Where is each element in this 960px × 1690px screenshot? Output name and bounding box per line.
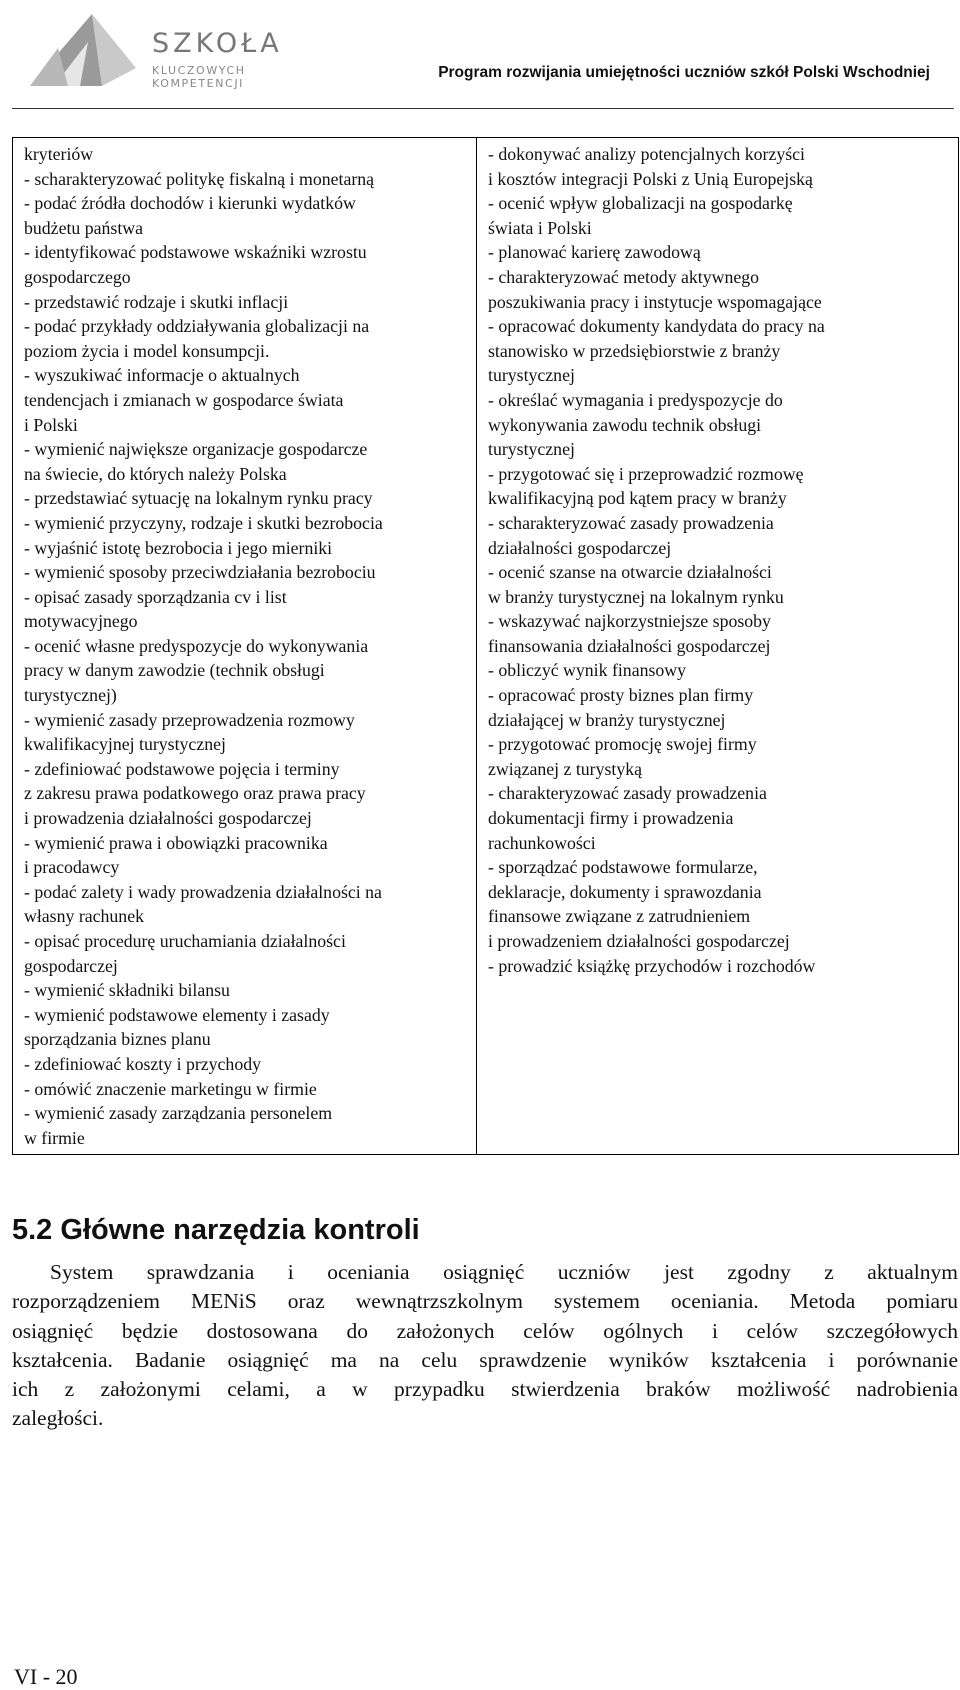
table-cell-line: - wymienić zasady przeprowadzenia rozmowy [24, 709, 355, 730]
table-cell-line: - wymienić sposoby przeciwdziałania bezrobociu [24, 562, 376, 583]
table-cell-line: w firmie [24, 1127, 85, 1148]
table-cell-line: dokumentacji firmy i prowadzenia [488, 808, 734, 829]
table-cell-line: - planować karierę zawodową [488, 242, 701, 263]
table-cell-line: - wymienić największe organizacje gospodarcze [24, 439, 368, 460]
table-cell-line: - opisać zasady sporządzania cv i list [24, 586, 287, 607]
table-cell-line: i kosztów integracji Polski z Unią Europejską [488, 168, 813, 189]
table-cell-line: - omówić znaczenie marketingu w firmie [24, 1078, 317, 1099]
table-cell-line: sporządzania biznes planu [24, 1029, 211, 1050]
table-cell-line: - podać źródła dochodów i kierunki wydatków [24, 193, 356, 214]
table-cell-line: deklaracje, dokumenty i sprawozdania [488, 881, 762, 902]
table-cell-line: działalności gospodarczej [488, 537, 672, 558]
table-cell-line: - przedstawić rodzaje i skutki inflacji [24, 291, 289, 312]
logo-subtitle: KLUCZOWYCH KOMPETENCJI [152, 64, 246, 90]
table-cell-line: gospodarczego [24, 266, 131, 287]
table-cell-line: - opracować prosty biznes plan firmy [488, 685, 754, 706]
table-cell-line: i prowadzeniem działalności gospodarczej [488, 931, 790, 951]
table-cell-line: - sporządzać podstawowe formularze, [488, 857, 758, 878]
paragraph-line: rozporządzeniem MENiS oraz wewnątrzszkolnym systemem oceniania. Metoda pomiaru [12, 1289, 958, 1314]
paragraph-line: ich z założonymi celami, a w przypadku stwierdzenia braków możliwość nadrobienia [12, 1377, 958, 1402]
table-cell-line: tendencjach i zmianach w gospodarce świata [24, 389, 344, 410]
table-cell-line: - wymienić podstawowe elementy i zasady [24, 1004, 330, 1025]
section-heading: 5.2 Główne narzędzia kontroli [12, 1214, 420, 1246]
table-cell-line: - przygotować promocję swojej firmy [488, 734, 757, 755]
program-title: Program rozwijania umiejętności uczniów szkół Polski Wschodniej [438, 64, 930, 81]
table-cell-line: - podać zalety i wady prowadzenia działalności na [24, 881, 382, 902]
paragraph-line: kształcenia. Badanie osiągnięć ma na celu sprawdzenie wyników kształcenia i porównanie [12, 1347, 958, 1372]
table-cell-line: - wymienić składniki bilansu [24, 980, 230, 1001]
table-column-left [13, 138, 477, 1154]
table-cell-line: - charakteryzować metody aktywnego [488, 266, 760, 287]
table-cell-line: stanowisko w przedsiębiorstwie z branży [488, 340, 781, 361]
table-cell-line: - scharakteryzować zasady prowadzenia [488, 512, 774, 533]
table-cell-line: gospodarczej [24, 955, 118, 976]
table-cell-line: na świecie, do których należy Polska [24, 463, 287, 484]
table-cell-line: - scharakteryzować politykę fiskalną i monetarną [24, 168, 375, 189]
table-cell-line: turystycznej [488, 439, 575, 460]
table-cell-line: poszukiwania pracy i instytucje wspomagające [488, 291, 822, 312]
table-cell-line: finansowania działalności gospodarczej [488, 635, 771, 656]
table-cell-line: - przygotować się i przeprowadzić rozmowę [488, 463, 804, 484]
table-cell-line: - charakteryzować zasady prowadzenia [488, 783, 767, 804]
table-cell-line: i prowadzenia działalności gospodarczej [24, 808, 312, 829]
logo-mountain-icon [28, 8, 138, 88]
table-cell-line: - podać przykłady oddziaływania globalizacji na [24, 316, 370, 337]
table-cell-line: wykonywania zawodu technik obsługi [488, 414, 762, 435]
table-cell-line: - obliczyć wynik finansowy [488, 660, 687, 681]
table-cell-line: - wymienić zasady zarządzania personelem [24, 1103, 333, 1124]
table-cell-line: - wymienić prawa i obowiązki pracownika [24, 832, 328, 853]
paragraph-line: zaległości. [12, 1406, 104, 1431]
paragraph-line: osiągnięć będzie dostosowana do założonych celów ogólnych i celów szczegółowych [12, 1318, 958, 1343]
table-cell-line: - zdefiniować koszty i przychody [24, 1053, 261, 1074]
school-logo [28, 8, 328, 88]
table-cell-line: motywacyjnego [24, 611, 138, 632]
table-cell-line: związanej z turystyką [488, 758, 643, 779]
table-cell-line: w branży turystycznej na lokalnym rynku [488, 586, 784, 607]
table-cell-line: - wyjaśnić istotę bezrobocia i jego mierniki [24, 537, 333, 558]
table-cell-line: kwalifikacyjną pod kątem pracy w branży [488, 488, 787, 509]
table-cell-line: finansowe związane z zatrudnieniem [488, 906, 751, 927]
table-cell-line: - opisać procedurę uruchamiania działalności [24, 931, 346, 951]
table-cell-line: - ocenić wpływ globalizacji na gospodarkę [488, 193, 793, 214]
table-cell-line: - wskazywać najkorzystniejsze sposoby [488, 611, 771, 632]
table-cell-line: - ocenić własne predyspozycje do wykonywania [24, 635, 369, 656]
table-cell-line: - zdefiniować podstawowe pojęcia i terminy [24, 758, 340, 779]
table-cell-line: poziom życia i model konsumpcji. [24, 340, 270, 361]
table-cell-line: i pracodawcy [24, 857, 120, 878]
page-number: VI - 20 [14, 1664, 78, 1689]
section-paragraph [12, 1258, 958, 1434]
table-cell-line: rachunkowości [488, 832, 596, 853]
table-cell-line: i Polski [24, 414, 78, 435]
table-cell-line: - prowadzić książkę przychodów i rozchodów [488, 955, 816, 976]
header-divider [12, 108, 954, 109]
table-cell-line: - określać wymagania i predyspozycje do [488, 389, 783, 410]
table-cell-line: budżetu państwa [24, 217, 143, 238]
table-cell-line: - opracować dokumenty kandydata do pracy na [488, 316, 825, 337]
table-cell-line: - wyszukiwać informacje o aktualnych [24, 365, 300, 386]
table-cell-line: własny rachunek [24, 906, 144, 927]
table-cell-line: - ocenić szanse na otwarcie działalności [488, 562, 772, 583]
table-cell-line: - identyfikować podstawowe wskaźniki wzrostu [24, 242, 367, 263]
table-cell-line: - przedstawiać sytuację na lokalnym rynku pracy [24, 488, 373, 509]
logo-title: SZKOŁA [152, 28, 283, 59]
table-cell-line: z zakresu prawa podatkowego oraz prawa pracy [24, 783, 366, 804]
table-cell-line: pracy w danym zawodzie (technik obsługi [24, 660, 325, 681]
competencies-table [12, 137, 959, 1155]
table-cell-line: - dokonywać analizy potencjalnych korzyści [488, 144, 805, 164]
table-cell-line: - wymienić przyczyny, rodzaje i skutki bezrobocia [24, 512, 383, 533]
paragraph-line: System sprawdzania i oceniania osiągnięć uczniów jest zgodny z aktualnym [50, 1260, 958, 1284]
table-cell-line: turystycznej [488, 365, 575, 386]
table-cell-line: świata i Polski [488, 217, 592, 238]
page-header [0, 0, 960, 112]
table-column-right [477, 138, 958, 1154]
table-cell-line: kwalifikacyjnej turystycznej [24, 734, 226, 755]
table-cell-line: działającej w branży turystycznej [488, 709, 726, 730]
table-cell-line: turystycznej) [24, 685, 117, 706]
table-cell-line: kryteriów [24, 144, 94, 164]
